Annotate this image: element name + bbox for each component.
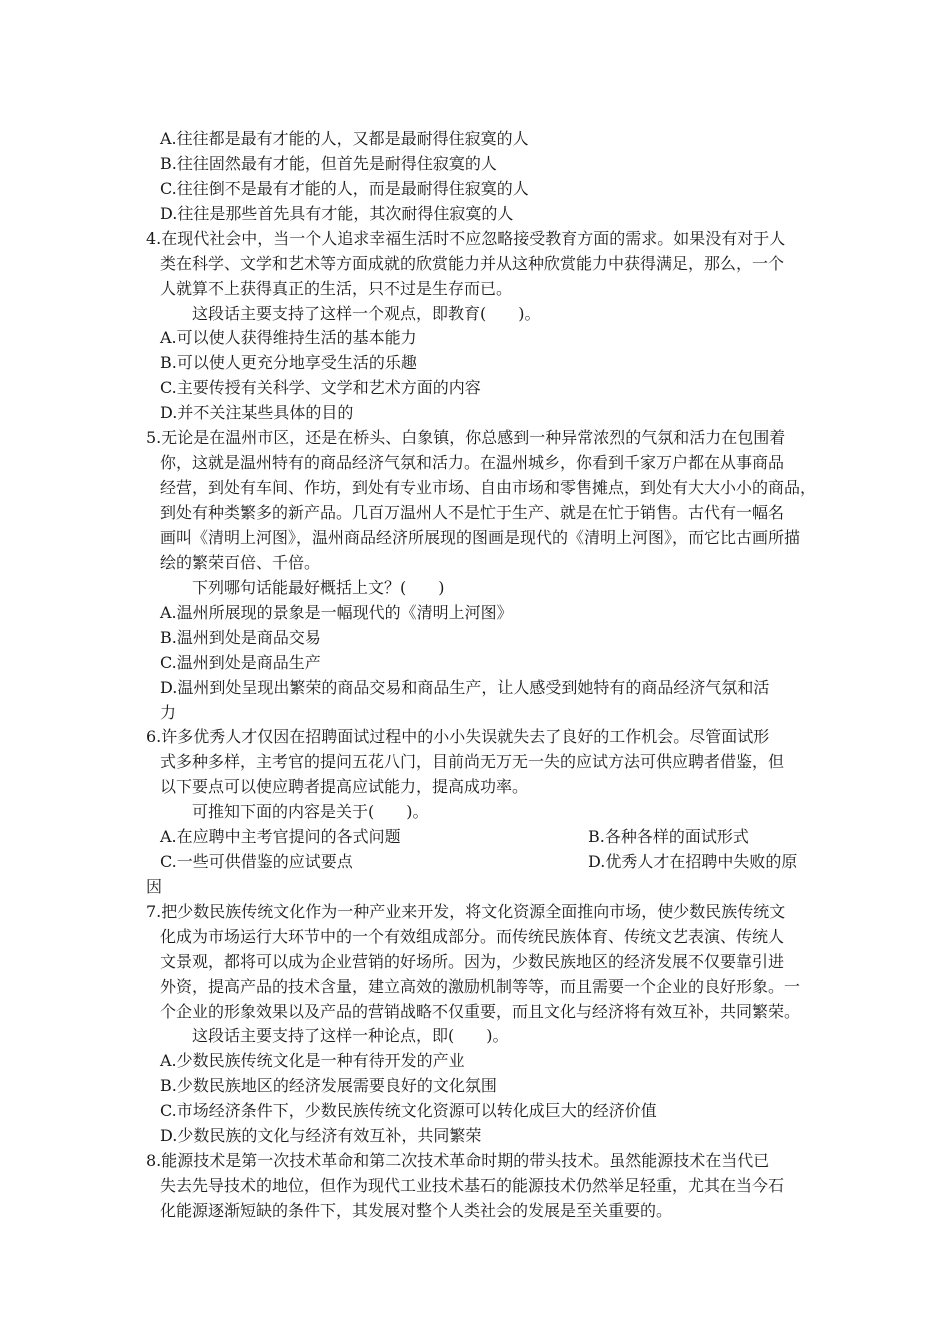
q5-option-d[interactable]: D.温州到处呈现出繁荣的商品交易和商品生产，让人感受到她特有的商品经济气氛和活 xyxy=(160,678,770,697)
q7-option-d[interactable]: D.少数民族的文化与经济有效互补，共同繁荣 xyxy=(160,1126,482,1145)
q5-stem-line: 绘的繁荣百倍、千倍。 xyxy=(160,553,321,572)
q7-stem-line: 文景观，都将可以成为企业营销的好场所。因为，少数民族地区的经济发展不仅要靠引进 xyxy=(160,952,785,971)
q7-stem-line: 7.把少数民族传统文化作为一种产业来开发，将文化资源全面推向市场，使少数民族传统文 xyxy=(146,902,786,921)
q4-option-a[interactable]: A.可以使人获得维持生活的基本能力 xyxy=(160,328,417,347)
q4-option-d[interactable]: D.并不关注某些具体的目的 xyxy=(160,403,354,422)
q7-stem-line: 化成为市场运行大环节中的一个有效组成部分。而传统民族体育、传统文艺表演、传统人 xyxy=(160,927,785,946)
q7-stem-line: 外资，提高产品的技术含量，建立高效的激励机制等等，而且需要一个企业的良好形象。一 xyxy=(160,977,801,996)
q6-prompt: 可推知下面的内容是关于( )。 xyxy=(192,802,429,821)
q3-option-c[interactable]: C.往往倒不是最有才能的人，而是最耐得住寂寞的人 xyxy=(160,179,529,198)
q3-option-d[interactable]: D.往往是那些首先具有才能，其次耐得住寂寞的人 xyxy=(160,204,514,223)
q4-stem-line: 类在科学、文学和艺术等方面成就的欣赏能力并从这种欣赏能力中获得满足，那么，一个 xyxy=(160,254,785,273)
q4-stem-line: 人就算不上获得真正的生活，只不过是生存而已。 xyxy=(160,279,513,298)
q5-stem-line: 画叫《清明上河图》，温州商品经济所展现的图画是现代的《清明上河图》，而它比古画所描 xyxy=(160,528,801,547)
q5-prompt: 下列哪句话能最好概括上文？( ) xyxy=(192,578,445,597)
q8-stem-line: 化能源逐渐短缺的条件下，其发展对整个人类社会的发展是至关重要的。 xyxy=(160,1201,673,1220)
q5-option-c[interactable]: C.温州到处是商品生产 xyxy=(160,653,321,672)
q5-option-d-wrap: 力 xyxy=(160,703,177,722)
q8-stem-line: 8.能源技术是第一次技术革命和第二次技术革命时期的带头技术。虽然能源技术在当代已 xyxy=(146,1151,770,1170)
q5-stem-line: 经营，到处有车间、作坊，到处有专业市场、自由市场和零售摊点，到处有大大小小的商品， xyxy=(160,478,817,497)
q3-option-a[interactable]: A.往往都是最有才能的人，又都是最耐得住寂寞的人 xyxy=(160,129,529,148)
q7-stem-line: 个企业的形象效果以及产品的营销战略不仅重要，而且文化与经济将有效互补，共同繁荣。 xyxy=(160,1002,801,1021)
q6-option-c[interactable]: C.一些可供借鉴的应试要点 xyxy=(160,852,353,871)
q6-stem-line: 式多种多样，主考官的提问五花八门，目前尚无万无一失的应试方法可供应聘者借鉴，但 xyxy=(160,752,785,771)
q5-stem-line: 到处有种类繁多的新产品。几百万温州人不是忙于生产、就是在忙于销售。古代有一幅名 xyxy=(160,503,785,522)
q6-option-b[interactable]: B.各种各样的面试形式 xyxy=(588,827,749,846)
q6-stem-line: 以下要点可以使应聘者提高应试能力，提高成功率。 xyxy=(160,777,529,796)
q5-stem-line: 你，这就是温州特有的商品经济气氛和活力。在温州城乡，你看到千家万户都在从事商品 xyxy=(160,453,785,472)
q7-option-c[interactable]: C.市场经济条件下，少数民族传统文化资源可以转化成巨大的经济价值 xyxy=(160,1101,657,1120)
q7-prompt: 这段话主要支持了这样一种论点，即( )。 xyxy=(192,1026,509,1045)
q5-option-b[interactable]: B.温州到处是商品交易 xyxy=(160,628,321,647)
q6-option-d-wrap: 因 xyxy=(146,877,163,896)
q3-option-b[interactable]: B.往往固然最有才能，但首先是耐得住寂寞的人 xyxy=(160,154,497,173)
q5-option-a[interactable]: A.温州所展现的景象是一幅现代的《清明上河图》 xyxy=(160,603,513,622)
q6-option-a[interactable]: A.在应聘中主考官提问的各式问题 xyxy=(160,827,401,846)
q6-stem-line: 6.许多优秀人才仅因在招聘面试过程中的小小失误就失去了良好的工作机会。尽管面试形 xyxy=(146,727,770,746)
q5-stem-line: 5.无论是在温州市区，还是在桥头、白象镇，你总感到一种异常浓烈的气氛和活力在包围着 xyxy=(146,428,786,447)
q4-option-b[interactable]: B.可以使人更充分地享受生活的乐趣 xyxy=(160,353,417,372)
q8-stem-line: 失去先导技术的地位，但作为现代工业技术基石的能源技术仍然举足轻重，尤其在当今石 xyxy=(160,1176,785,1195)
q7-option-b[interactable]: B.少数民族地区的经济发展需要良好的文化氛围 xyxy=(160,1076,497,1095)
q4-stem-line: 4.在现代社会中，当一个人追求幸福生活时不应忽略接受教育方面的需求。如果没有对于人 xyxy=(146,229,786,248)
q4-option-c[interactable]: C.主要传授有关科学、文学和艺术方面的内容 xyxy=(160,378,481,397)
q7-option-a[interactable]: A.少数民族传统文化是一种有待开发的产业 xyxy=(160,1051,465,1070)
q6-option-d[interactable]: D.优秀人才在招聘中失败的原 xyxy=(588,852,798,871)
q4-prompt: 这段话主要支持了这样一个观点，即教育( )。 xyxy=(192,304,541,323)
